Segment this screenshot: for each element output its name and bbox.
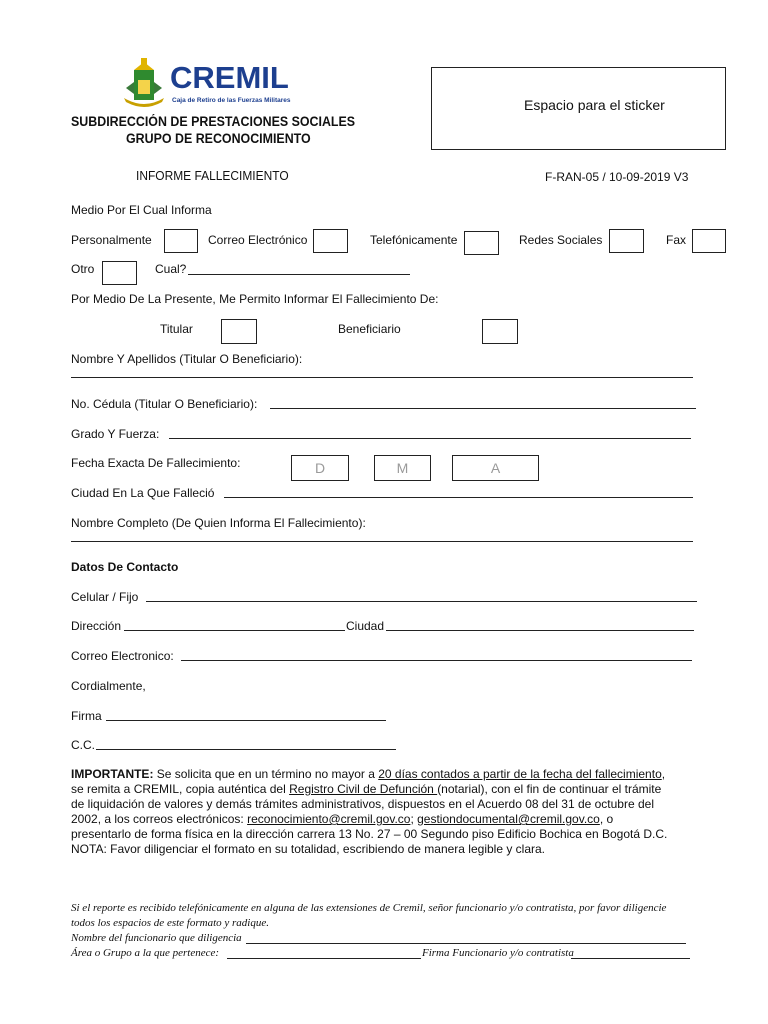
footer-note-line2: todos los espacios de este formato y radique. [71, 917, 269, 929]
checkbox-titular[interactable] [221, 319, 257, 344]
footer-firma-line[interactable] [571, 958, 690, 959]
cedula-input-line[interactable] [270, 408, 696, 409]
firma-label: Firma [71, 709, 102, 723]
cc-input-line[interactable] [96, 749, 396, 750]
correo-label: Correo Electronico: [71, 649, 174, 663]
fecha-day-box[interactable]: D [291, 455, 349, 481]
checkbox-fax[interactable] [692, 229, 726, 253]
checkbox-personalmente[interactable] [164, 229, 198, 253]
direccion-input-line[interactable] [124, 630, 345, 631]
cremil-logo [122, 58, 312, 110]
option-personalmente-label: Personalmente [71, 233, 152, 247]
page-title-line2: GRUPO DE RECONOCIMIENTO [126, 131, 311, 146]
celular-input-line[interactable] [146, 601, 697, 602]
cual-label: Cual? [155, 262, 187, 276]
importante-line-5: presentarlo de forma física en la dirección carrera 13 No. 27 – 00 Segundo piso Edificio Bochica en Bogotá D.C. [71, 827, 668, 841]
beneficiario-label: Beneficiario [338, 322, 401, 336]
option-correo-label: Correo Electrónico [208, 233, 308, 247]
cc-label: C.C. [71, 738, 95, 752]
fecha-month-box[interactable]: M [374, 455, 431, 481]
checkbox-redes[interactable] [609, 229, 644, 253]
footer-funcionario-line[interactable] [246, 943, 686, 944]
ciudad-label: Ciudad En La Que Falleció [71, 486, 215, 500]
nombre-label: Nombre Y Apellidos (Titular O Beneficiario): [71, 352, 303, 366]
importante-line-2: se remita a CREMIL, copia auténtica del Registro Civil de Defunción (notarial), con el fin de continuar el trámite [71, 782, 662, 796]
informante-label: Nombre Completo (De Quien Informa El Fallecimiento): [71, 516, 366, 530]
contacto-heading: Datos De Contacto [71, 560, 179, 574]
importante-line-6: NOTA: Favor diligenciar el formato en su totalidad, escribiendo de manera legible y clara. [71, 842, 546, 856]
checkbox-telefonicamente[interactable] [464, 231, 499, 255]
footer-funcionario-label: Nombre del funcionario que diligencia [71, 932, 242, 944]
logo-wordmark: CREMIL [170, 60, 289, 95]
option-telefonicamente-label: Telefónicamente [370, 233, 458, 247]
correo-input-line[interactable] [181, 660, 692, 661]
direccion-label: Dirección [71, 619, 122, 633]
form-name: INFORME FALLECIMIENTO [136, 168, 289, 183]
sticker-label: Espacio para el sticker [524, 97, 665, 113]
importante-paragraph [71, 767, 696, 857]
logo-subtitle: Caja de Retiro de las Fuerzas Militares [172, 97, 291, 104]
option-otro-label: Otro [71, 262, 95, 276]
email-gestion-link[interactable]: gestiondocumental@cremil.gov.co [417, 812, 600, 826]
ciudad-input-line[interactable] [224, 497, 693, 498]
informante-input-line[interactable] [71, 541, 693, 542]
cordialmente-label: Cordialmente, [71, 679, 146, 693]
grado-input-line[interactable] [169, 438, 691, 439]
grado-label: Grado Y Fuerza: [71, 427, 160, 441]
nombre-input-line[interactable] [71, 377, 693, 378]
firma-input-line[interactable] [106, 720, 386, 721]
form-code: F-RAN-05 / 10-09-2019 V3 [545, 170, 689, 184]
footer-area-line[interactable] [227, 958, 421, 959]
importante-line-4: 2002, a los correos electrónicos: reconocimiento@cremil.gov.co; gestiondocumental@cremil.gov.co, o [71, 812, 614, 826]
footer-firma-label: Firma Funcionario y/o contratista [422, 947, 574, 959]
option-redes-label: Redes Sociales [519, 233, 603, 247]
importante-line-1: IMPORTANTE: Se solicita que en un término no mayor a 20 días contados a partir de la fecha del fallecimiento, [71, 767, 666, 781]
celular-label: Celular / Fijo [71, 590, 139, 604]
sticker-box [431, 67, 726, 150]
presente-label: Por Medio De La Presente, Me Permito Informar El Fallecimiento De: [71, 292, 439, 306]
checkbox-correo[interactable] [313, 229, 348, 253]
checkbox-beneficiario[interactable] [482, 319, 518, 344]
option-fax-label: Fax [666, 233, 687, 247]
fecha-year-box[interactable]: A [452, 455, 539, 481]
shield-emblem-icon [122, 58, 166, 108]
contacto-ciudad-label: Ciudad [346, 619, 385, 633]
cual-input-line[interactable] [188, 274, 410, 275]
importante-line-3: de liquidación de valores y demás trámites administrativos, dispuestos en el Acuerdo 08 del 31 de octubre del [71, 797, 655, 811]
contacto-ciudad-input-line[interactable] [386, 630, 694, 631]
fecha-label: Fecha Exacta De Fallecimiento: [71, 456, 241, 470]
footer-area-label: Área o Grupo a la que pertenece: [71, 947, 220, 959]
page-title-line1: SUBDIRECCIÓN DE PRESTACIONES SOCIALES [71, 114, 356, 129]
medio-label: Medio Por El Cual Informa [71, 203, 212, 217]
footer-note-line1: Si el reporte es recibido telefónicamente en alguna de las extensiones de Cremil, señor funcionario y/o contratista, por favor diligencie [71, 902, 667, 914]
checkbox-otro[interactable] [102, 261, 137, 285]
cedula-label: No. Cédula (Titular O Beneficiario): [71, 397, 258, 411]
titular-label: Titular [160, 322, 193, 336]
email-reconocimiento-link[interactable]: reconocimiento@cremil.gov.co [247, 812, 411, 826]
